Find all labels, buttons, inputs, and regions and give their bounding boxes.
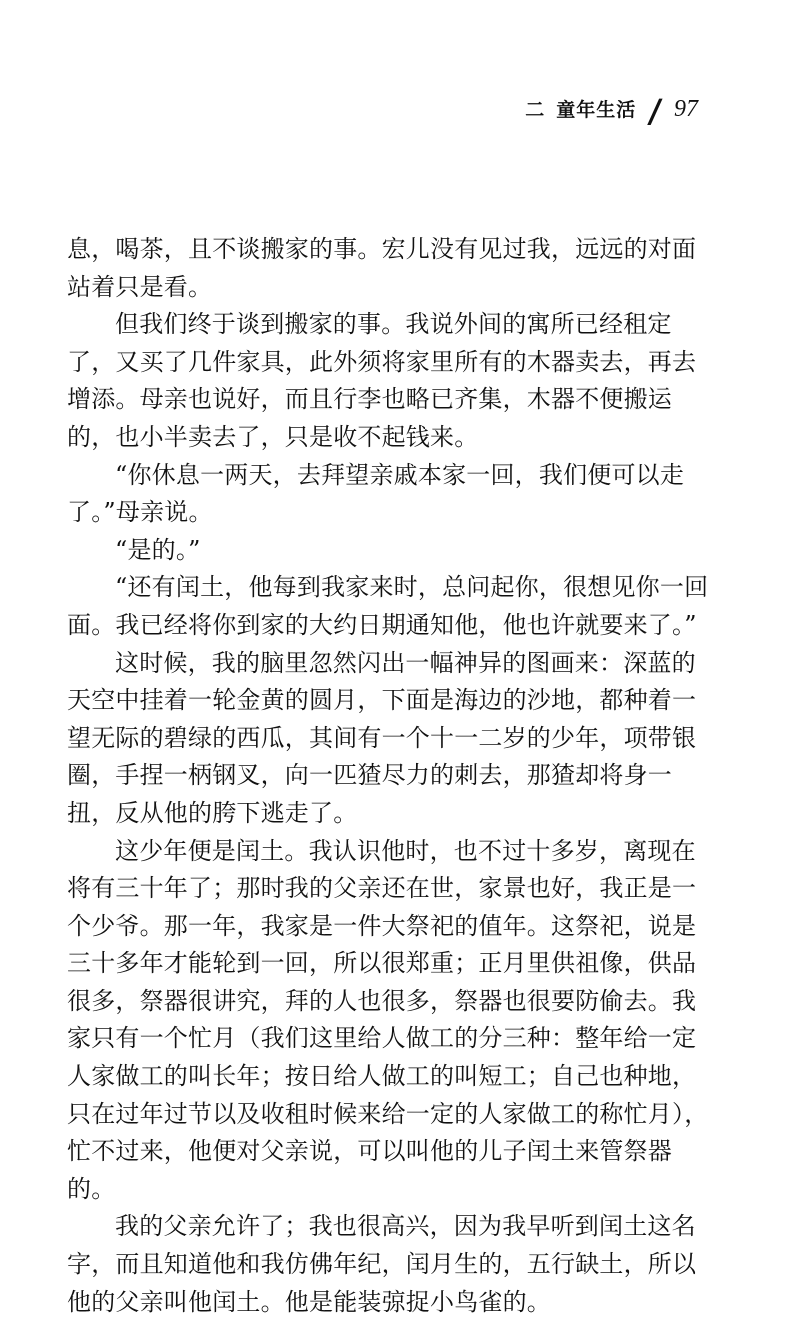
paragraph-3: “你休息一两天，去拜望亲戚本家一回，我们便可以走了。”母亲说。 [67, 460, 685, 527]
header-separator: / [646, 92, 664, 130]
body-text [67, 231, 717, 1321]
paragraph-5: “还有闰土，他每到我家来时，总问起你，很想见你一回面。我已经将你到家的大约日期通知他，他也许就要来了。” [67, 573, 709, 639]
paragraph-8: 我的父亲允许了；我也很高兴，因为我早听到闰土这名字，而且知道他和我仿佛年纪，闰月生的，五行缺土，所以他的父亲叫他闰土。他是能装弶捉小鸟雀的。 [67, 1212, 697, 1316]
paragraph-6: 这时候，我的脑里忽然闪出一幅神异的图画来：深蓝的天空中挂着一轮金黄的圆月，下面是海边的沙地，都种着一望无际的碧绿的西瓜，其间有一个十一二岁的少年，项带银圈，手捏一柄钢叉，向一匹猹尽力的刺去，那猹却将身一扭，反从他的胯下逃走了。 [67, 648, 697, 827]
page-number: 97 [674, 96, 698, 122]
paragraph-2: 但我们终于谈到搬家的事。我说外间的寓所已经租定了，又买了几件家具，此外须将家里所有的木器卖去，再去增添。母亲也说好，而且行李也略已齐集，木器不便搬运的，也小半卖去了，只是收不起钱来。 [67, 310, 697, 451]
paragraph-4: “是的。” [115, 535, 201, 564]
running-header [525, 86, 698, 130]
chapter-title: 童年生活 [556, 99, 637, 121]
chapter-number: 二 [525, 99, 547, 121]
paragraph-1: 息，喝茶，且不谈搬家的事。宏儿没有见过我，远远的对面站着只是看。 [67, 235, 697, 301]
paragraph-7: 这少年便是闰土。我认识他时，也不过十多岁，离现在将有三十年了；那时我的父亲还在世，家景也好，我正是一个少爷。那一年，我家是一件大祭祀的值年。这祭祀，说是三十多年才能轮到一回，所以很郑重；正月里供祖像，供品很多，祭器很讲究，拜的人也很多，祭器也很要防偷去。我家只有一个忙月（我们这里给人做工的分三种：整年给一定人家做工的叫长年；按日给人做工的叫短工；自己也种地，只在过年过节以及收租时候来给一定的人家做工的称忙月），忙不过来，他便对父亲说，可以叫他的儿子闰土来管祭器的。 [67, 836, 709, 1203]
